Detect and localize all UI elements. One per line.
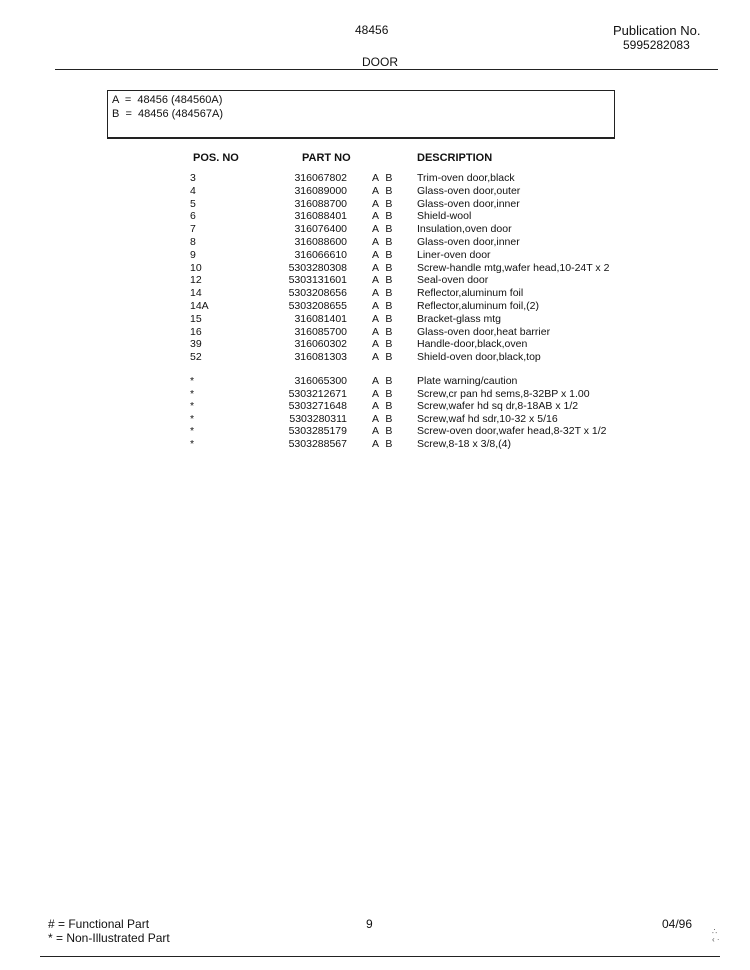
part-no-cell: 5303208656 [288, 287, 347, 300]
page-number: 9 [366, 917, 373, 931]
pos-no-cell: * [190, 412, 195, 425]
model-applicability-cell: A B [372, 223, 395, 236]
description-cell: Reflector,aluminum foil,(2) [417, 300, 539, 312]
model-applicability-cell: A B [372, 300, 395, 312]
table-row [0, 210, 750, 223]
pos-no-cell: 10 [190, 261, 202, 274]
part-no-cell: 5303280311 [289, 412, 347, 425]
description-cell: Screw,waf hd sdr,10-32 x 5/16 [417, 412, 558, 425]
pos-no-cell: * [190, 425, 195, 438]
part-no-cell: 5303131601 [288, 274, 347, 287]
table-row [0, 388, 750, 401]
table-row [0, 338, 750, 351]
model-applicability-cell: A B [372, 400, 395, 413]
part-no-cell: 5303285179 [288, 425, 347, 438]
part-no-cell: 5303271648 [288, 400, 347, 413]
description-cell: Glass-oven door,outer [417, 184, 521, 197]
description-cell: Plate warning/caution [417, 375, 518, 387]
table-row [0, 287, 750, 300]
pos-no-cell: * [190, 387, 195, 400]
description-cell: Liner-oven door [417, 248, 491, 261]
section-title: DOOR [362, 55, 398, 69]
model-applicability-cell: A B [372, 425, 395, 438]
model-applicability-cell: A B [372, 375, 395, 387]
part-no-cell: 316066610 [294, 248, 347, 261]
functional-part-note: # = Functional Part [48, 917, 150, 931]
pos-no-cell: 9 [190, 248, 196, 261]
table-row [0, 313, 750, 326]
part-no-cell: 5303280308 [288, 261, 347, 274]
part-no-cell: 316089000 [294, 184, 347, 197]
model-number: 48456 [355, 23, 389, 37]
pos-no-cell: 12 [190, 274, 202, 287]
description-cell: Screw-oven door,wafer head,8-32T x 1/2 [417, 425, 607, 438]
description-cell: Trim-oven door,black [417, 172, 515, 184]
model-applicability-cell: A B [372, 338, 395, 351]
description-cell: Screw-handle mtg,wafer head,10-24T x 2 [417, 261, 610, 274]
description-cell: Screw,8-18 x 3/8,(4) [417, 438, 511, 450]
description-cell: Seal-oven door [417, 274, 489, 287]
model-applicability-cell: A B [372, 236, 395, 248]
model-applicability-cell: A B [372, 325, 395, 338]
model-applicability-cell: A B [372, 248, 395, 261]
model-applicability-cell: A B [372, 210, 395, 223]
pos-no-cell: 14A [190, 300, 209, 312]
pos-no-cell: 8 [190, 236, 196, 248]
model-applicability-cell: A B [372, 438, 395, 450]
part-no-cell: 316088401 [294, 210, 347, 223]
table-row [0, 198, 750, 211]
description-cell: Screw,cr pan hd sems,8-32BP x 1.00 [417, 387, 590, 400]
table-row [0, 375, 750, 388]
table-row [0, 438, 750, 451]
pos-no-cell: 6 [190, 210, 196, 223]
column-header-part: PART NO [302, 152, 351, 164]
footer-divider [40, 956, 720, 957]
part-no-cell: 316088600 [294, 236, 347, 248]
pos-no-cell: * [190, 400, 195, 413]
model-applicability-cell: A B [372, 172, 395, 184]
part-no-cell: 316067802 [294, 172, 347, 184]
model-applicability-cell: A B [372, 387, 395, 400]
model-applicability-cell: A B [372, 351, 395, 364]
pos-no-cell: 52 [190, 351, 202, 364]
table-row [0, 274, 750, 287]
model-legend-box [107, 90, 615, 139]
table-row [0, 249, 750, 262]
publication-number: 5995282083 [623, 38, 690, 52]
table-row [0, 223, 750, 236]
pos-no-cell: 7 [190, 223, 196, 236]
pos-no-cell: 3 [190, 172, 196, 184]
non-illustrated-part-note: * = Non-Illustrated Part [48, 931, 170, 945]
table-row [0, 262, 750, 275]
table-row [0, 185, 750, 198]
table-row [0, 351, 750, 364]
pos-no-cell: 5 [190, 197, 196, 210]
model-applicability-cell: A B [372, 287, 395, 300]
description-cell: Glass-oven door,inner [417, 197, 520, 210]
pos-no-cell: * [190, 438, 195, 450]
part-no-cell: 316088700 [294, 197, 347, 210]
table-row [0, 172, 750, 185]
part-no-cell: 316081401 [294, 312, 347, 325]
description-cell: Glass-oven door,inner [417, 236, 520, 248]
part-no-cell: 5303288567 [288, 438, 347, 450]
pos-no-cell: 15 [190, 312, 202, 325]
table-row [0, 400, 750, 413]
table-row [0, 425, 750, 438]
model-applicability-cell: A B [372, 312, 395, 325]
part-no-cell: 316076400 [294, 223, 347, 236]
description-cell: Shield-oven door,black,top [417, 351, 541, 364]
part-no-cell: 5303212671 [288, 387, 347, 400]
legend-entry-a: A = 48456 (484560A) [112, 94, 223, 106]
column-header-description: DESCRIPTION [417, 152, 493, 164]
header-divider [55, 69, 718, 70]
scan-artifact-mark: ∴ ‹ · [712, 927, 720, 944]
part-no-cell: 316065300 [294, 375, 347, 387]
part-no-cell: 316060302 [294, 338, 347, 351]
pos-no-cell: 16 [190, 325, 202, 338]
publication-label: Publication No. [613, 23, 701, 38]
description-cell: Reflector,aluminum foil [417, 287, 524, 300]
description-cell: Screw,wafer hd sq dr,8-18AB x 1/2 [417, 400, 579, 413]
description-cell: Bracket-glass mtg [417, 312, 502, 325]
pos-no-cell: 4 [190, 184, 196, 197]
model-applicability-cell: A B [372, 274, 395, 287]
model-applicability-cell: A B [372, 197, 395, 210]
table-row [0, 300, 750, 313]
part-no-cell: 316081303 [294, 351, 347, 364]
description-cell: Handle-door,black,oven [417, 338, 528, 351]
model-applicability-cell: A B [372, 261, 395, 274]
revision-date: 04/96 [662, 917, 693, 931]
pos-no-cell: 14 [190, 287, 202, 300]
table-row [0, 326, 750, 339]
legend-entry-b: B = 48456 (484567A) [112, 108, 223, 120]
description-cell: Insulation,oven door [417, 223, 512, 236]
part-no-cell: 316085700 [294, 325, 347, 338]
column-header-pos: POS. NO [193, 152, 239, 164]
pos-no-cell: * [190, 375, 195, 387]
model-applicability-cell: A B [372, 184, 395, 197]
description-cell: Glass-oven door,heat barrier [417, 325, 551, 338]
part-no-cell: 5303208655 [288, 300, 347, 312]
description-cell: Shield-wool [417, 210, 472, 223]
table-row [0, 413, 750, 426]
pos-no-cell: 39 [190, 338, 202, 351]
model-applicability-cell: A B [372, 412, 395, 425]
table-row [0, 236, 750, 249]
